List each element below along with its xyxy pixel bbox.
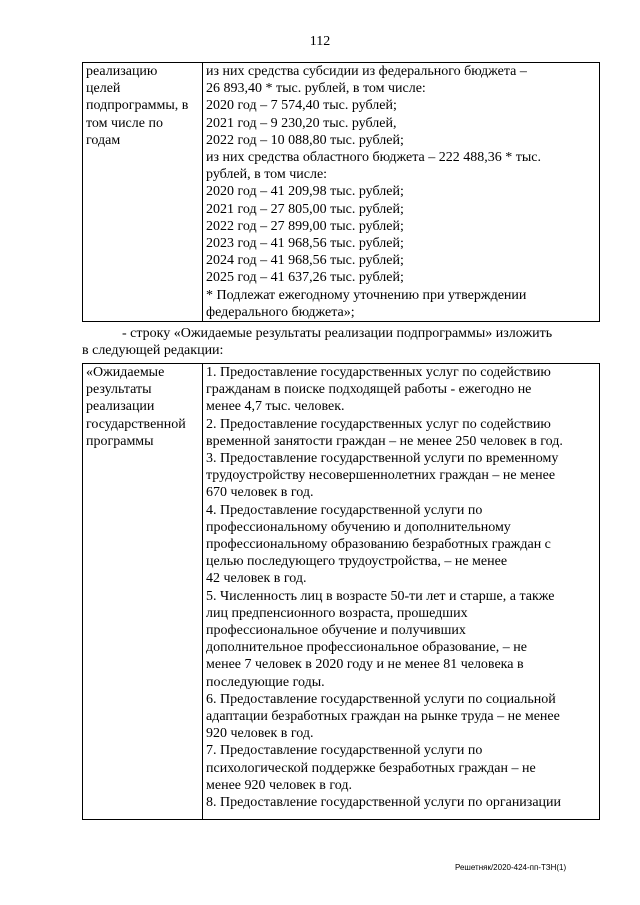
result-line: профессиональному образованию безработных граждан с [206, 537, 551, 553]
page-number: 112 [309, 34, 331, 49]
result-item-8 [206, 794, 596, 811]
budget-line: 2021 год – 9 230,20 тыс. рублей, [206, 115, 397, 131]
budget-line: * Подлежат ежегодному уточнению при утверждении [206, 287, 527, 303]
result-line: 8. Предоставление государственной услуги по организации [206, 795, 562, 811]
budget-line: рублей, в том числе: [206, 167, 328, 183]
budget-line: федерального бюджета»; [206, 304, 355, 320]
result-line: лиц предпенсионного возраста, прошедших [206, 605, 468, 621]
result-line: психологической поддержке безработных граждан – не [206, 760, 536, 776]
result-line: трудоустройству несовершеннолетних граждан – не менее [206, 468, 556, 484]
label-line: «Ожидаемые [86, 365, 165, 380]
label-line: том числе по [86, 115, 163, 131]
result-line: 6. Предоставление государственной услуги по социальной [206, 691, 556, 707]
label-line: реализации [86, 399, 155, 415]
results-row-label [83, 364, 203, 820]
label-line: государственной [86, 416, 186, 432]
budget-table [82, 62, 600, 322]
budget-line: из них средства областного бюджета – 222 488,36 * тыс. [206, 150, 541, 166]
label-line: реализацию [86, 64, 158, 79]
result-line: гражданам в поиске подходящей работы - ежегодно не [206, 382, 532, 398]
result-line: менее 4,7 тыс. человек. [206, 399, 345, 415]
result-line: менее 920 человек в год. [206, 777, 353, 793]
result-line: 670 человек в год. [206, 485, 314, 501]
budget-row-label [83, 63, 203, 322]
results-table [82, 363, 600, 820]
label-line: программы [86, 433, 154, 449]
results-row-content [203, 364, 600, 820]
label-line: целей [86, 81, 121, 97]
label-line: годам [86, 132, 121, 148]
budget-line: 2020 год – 7 574,40 тыс. рублей; [206, 98, 397, 114]
budget-line: из них средства субсидии из федерального бюджета – [206, 64, 527, 79]
result-item-2 [206, 416, 596, 450]
budget-line: 2025 год – 41 637,26 тыс. рублей; [206, 270, 404, 286]
result-item-7 [206, 742, 596, 794]
result-line: 5. Численность лиц в возрасте 50-ти лет и старше, а также [206, 588, 555, 604]
result-item-6 [206, 691, 596, 743]
budget-line: 2022 год – 27 899,00 тыс. рублей; [206, 218, 404, 234]
result-item-3 [206, 450, 596, 502]
result-line: 4. Предоставление государственной услуги по [206, 502, 483, 518]
result-line: 2. Предоставление государственных услуг по содействию [206, 416, 551, 432]
result-line: последующие годы. [206, 674, 325, 690]
result-line: профессиональному обучению и дополнительному [206, 519, 511, 535]
result-item-4 [206, 502, 596, 588]
result-line: менее 7 человек в 2020 году и не менее 81 человека в [206, 657, 524, 673]
result-line: адаптации безработных граждан на рынке труда – не менее [206, 709, 560, 725]
budget-line: 26 893,40 * тыс. рублей, в том числе: [206, 81, 426, 97]
intro-line: в следующей редакции: [82, 343, 224, 359]
budget-line: 2022 год – 10 088,80 тыс. рублей; [206, 132, 404, 148]
intro-paragraph [82, 325, 600, 359]
budget-line: 2021 год – 27 805,00 тыс. рублей; [206, 201, 404, 217]
result-line: 42 человек в год. [206, 571, 307, 587]
budget-row-content [203, 63, 600, 322]
result-line: 3. Предоставление государственной услуги по временному [206, 451, 559, 467]
result-line: профессиональное обучение и получивших [206, 623, 466, 639]
result-line: 7. Предоставление государственной услуги по [206, 743, 483, 759]
label-line: подпрограммы, в [86, 98, 189, 114]
intro-line: - строку «Ожидаемые результаты реализации подпрограммы» изложить [122, 326, 553, 341]
result-item-1 [206, 364, 596, 416]
document-footer: Решетняк/2020-424-пп-ТЗН(1) [455, 863, 567, 872]
result-line: 1. Предоставление государственных услуг по содействию [206, 365, 551, 380]
result-line: целью последующего трудоустройства, – не менее [206, 554, 508, 570]
budget-line: 2023 год – 41 968,56 тыс. рублей; [206, 236, 404, 252]
result-line: временной занятости граждан – не менее 250 человек в год. [206, 433, 563, 449]
label-line: результаты [86, 382, 152, 398]
result-item-5 [206, 588, 596, 691]
budget-line: 2020 год – 41 209,98 тыс. рублей; [206, 184, 404, 200]
budget-line: 2024 год – 41 968,56 тыс. рублей; [206, 253, 404, 269]
result-line: дополнительное профессиональное образование, – не [206, 640, 527, 656]
result-line: 920 человек в год. [206, 726, 314, 742]
